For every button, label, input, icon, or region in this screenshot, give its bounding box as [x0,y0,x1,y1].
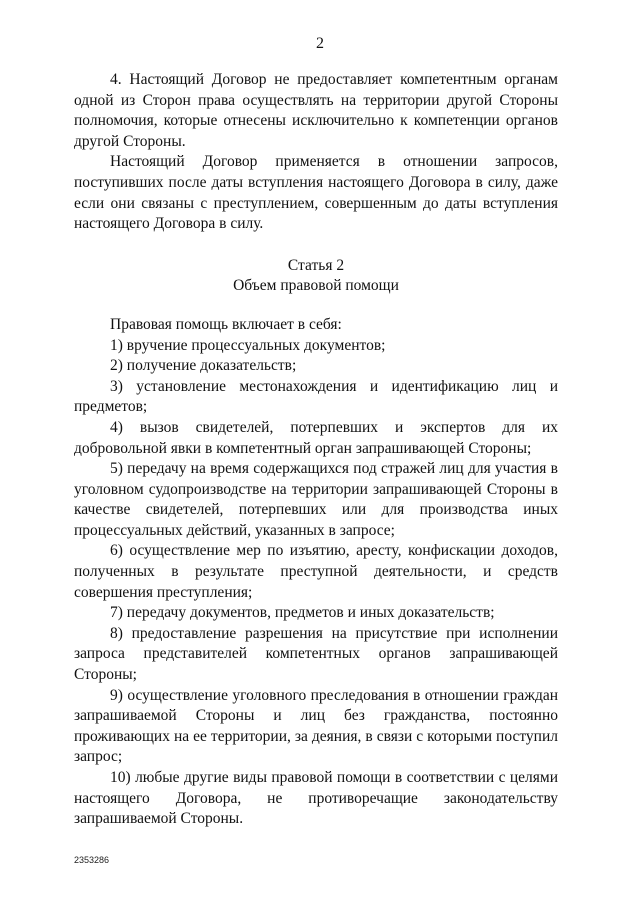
list-item: 3) установление местонахождения и идентификацию лиц и предметов; [74,377,558,416]
paragraph: Настоящий Договор применяется в отношении запросов, поступивших после даты вступления настоящего Договора в силу, даже если они связаны с преступлением, совершенным до даты вступления настоящего Договора в силу. [74,153,558,233]
paragraph: 4. Настоящий Договор не предоставляет компетентным органам одной из Сторон права осуществлять на территории другой Стороны полномочия, которые отнесены исключительно к компетенции органов другой Стороны. [74,71,558,150]
list-item: 5) передачу на время содержащихся под стражей лиц для участия в уголовном судопроизводстве на территории запрашивающей Стороны в качестве свидетелей, потерпевших или для производства иных процессуальных действий, указанных в запросе; [74,460,558,539]
list-item: Правовая помощь включает в себя: [110,315,342,333]
article-heading [74,256,558,297]
list-item: 8) предоставление разрешения на присутствие при исполнении запроса представителей компетентных органов запрашивающей Стороны; [74,624,558,684]
list-item: 1) вручение процессуальных документов; [110,336,386,354]
document-number: 2353286 [74,855,110,865]
list-item: 7) передачу документов, предметов и иных доказательств; [110,604,495,622]
document-body [74,70,558,830]
page-number: 2 [316,35,324,52]
list-item: 4) вызов свидетелей, потерпевших и экспертов для их добровольной явки в компетентный орган запрашивающей Стороны; [74,418,558,457]
article-number: Статья 2 [287,256,345,274]
list-item: 2) получение доказательств; [110,357,297,375]
list-item: 10) любые другие виды правовой помощи в соответствии с целями настоящего Договора, не противоречащие законодательству запрашиваемой Стороны. [74,769,558,828]
list-item: 9) осуществление уголовного преследования в отношении граждан запрашиваемой Стороны и лиц без гражданства, постоянно проживающих на ее территории, за деяния, в связи с которыми поступил запрос; [74,686,558,766]
article-title: Объем правовой помощи [233,277,399,295]
list-item: 6) осуществление мер по изъятию, аресту, конфискации доходов, полученных в результате преступной деятельности, и средств совершения преступления; [74,542,558,601]
item-list [74,315,558,830]
